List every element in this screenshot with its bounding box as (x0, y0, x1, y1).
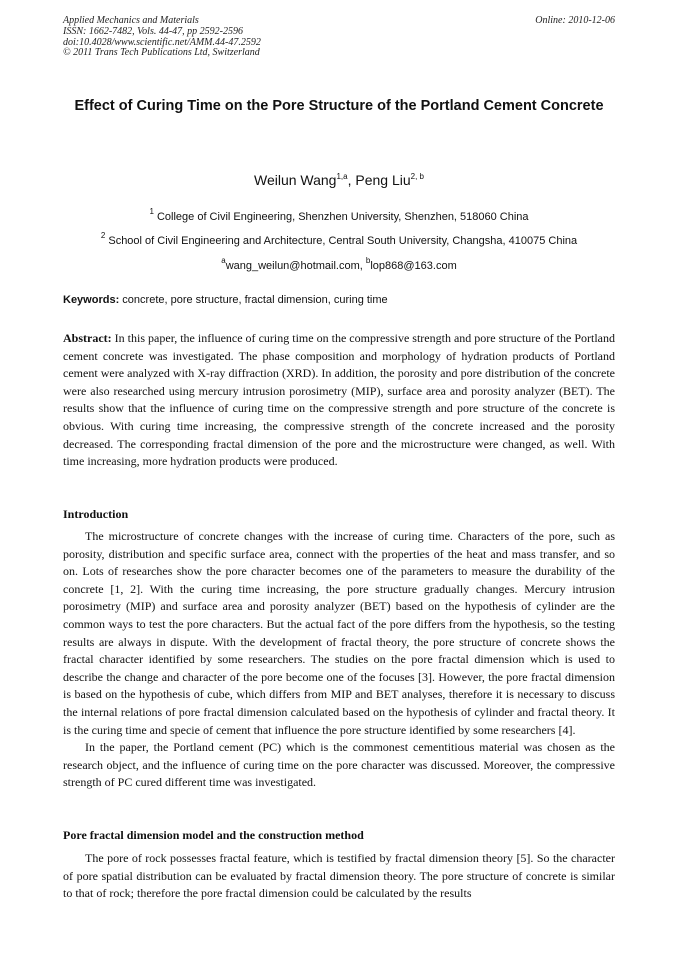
email-link: lop868@163.com (370, 260, 457, 272)
author-superscript: 2, b (410, 172, 424, 181)
keywords-label: Keywords: (63, 294, 120, 306)
author-emails (0, 256, 678, 272)
affiliation-superscript: 1 (149, 207, 154, 216)
email-superscript: a (221, 256, 226, 265)
abstract (63, 330, 615, 471)
affiliation-2 (0, 231, 678, 247)
journal-name: Applied Mechanics and Materials (63, 15, 199, 26)
email-link: wang_weilun@hotmail.com, (225, 260, 366, 272)
affiliation-text: College of Civil Engineering, Shenzhen University, Shenzhen, 518060 China (153, 211, 529, 223)
model-body (63, 850, 615, 903)
abstract-label: Abstract: (63, 331, 112, 345)
introduction-body (63, 528, 615, 792)
author-superscript: 1,a (336, 172, 348, 181)
affiliation-1 (0, 207, 678, 223)
affiliation-superscript: 2 (100, 231, 106, 240)
author-name: Peng Liu (355, 172, 411, 188)
keywords (63, 294, 615, 306)
online-date: Online: 2010-12-06 (535, 15, 615, 26)
keywords-text: concrete, pore structure, fractal dimension, curing time (119, 294, 388, 306)
paragraph: The microstructure of concrete changes with the increase of curing time. Characters of the pore, such as porosity, distribution and specific surface area, connect with the properties of the heat and mass transfer, and so on. Lots of researches show the pore character becomes one of the parameters to measure the durability of the concrete [1, 2]. With the curing time increasing, the pore structure gradually changes. Mercury intrusion porosimetry (MIP) and surface area and porosity analyzer (BET) based on the hypothesis of cylinder are the common ways to test the pore characters. But the actual fact of the pore differs from the hypothesis, so the testing results are always in dispute. With the development of fractal theory, the pore structure of concrete shows the fractal character identified by some researchers. The studies on the pore fractal dimension which is used to describe the change and character of the pore become one of the focuses [3]. However, the pore fractal dimension is based on the hypothesis of cube, which differs from MIP and BET analyses, therefore it is necessary to discuss the internal relations of pore fractal dimension calculated based on the hypothesis of cylinder and fractal theory. It is the curing time and specie of cement that influence the pore structure identified by some researchers [4]. (63, 529, 615, 737)
email-superscript: b (365, 256, 371, 265)
affiliation-text: School of Civil Engineering and Architecture, Central South University, Changsha, 410075 China (105, 235, 578, 247)
paper-title: Effect of Curing Time on the Pore Structure of the Portland Cement Concrete (74, 98, 604, 114)
author-separator: , (347, 172, 356, 188)
section-heading-introduction: Introduction (63, 507, 129, 521)
copyright-line: © 2011 Trans Tech Publications Ltd, Switzerland (63, 47, 260, 59)
paragraph: The pore of rock possesses fractal feature, which is testified by fractal dimension theory [5]. So the character of pore spatial distribution can be evaluated by fractal dimension theory. The pore structure of concrete is similar to that of rock; therefore the pore fractal dimension could be calculated by the results (63, 851, 615, 901)
author-line (0, 172, 678, 188)
paragraph: In the paper, the Portland cement (PC) which is the commonest cementitious material was chosen as the research object, and the influence of curing time on the pore character was discussed. Moreover, the compressive strength of PC cured different time was investigated. (63, 740, 615, 790)
abstract-text: In this paper, the influence of curing time on the compressive strength and pore structure of the Portland cement concrete was investigated. The phase composition and morphology of hydration products of Portland cement were analyzed with X-ray diffraction (XRD). In addition, the porosity and pore distribution of the concrete were also researched using mercury intrusion porosimetry (MIP), surface area and porosity analyzer (BET). The results show that the influence of curing time on the compressive strength and pore structure of the concrete is obvious. With curing time increasing, the compressive strength of the concrete increased and the porosity decreased. The corresponding fractal dimension of the pore and the microstructure were changed, as well. With time increasing, more hydration products were produced. (63, 331, 615, 469)
doi-line: doi:10.4028/www.scientific.net/AMM.44-47.2592 (63, 36, 261, 48)
author-name: Weilun Wang (253, 172, 337, 188)
journal-header (63, 16, 261, 59)
section-heading-model: Pore fractal dimension model and the construction method (63, 828, 364, 842)
issn-line: ISSN: 1662-7482, Vols. 44-47, pp 2592-2596 (63, 25, 243, 37)
